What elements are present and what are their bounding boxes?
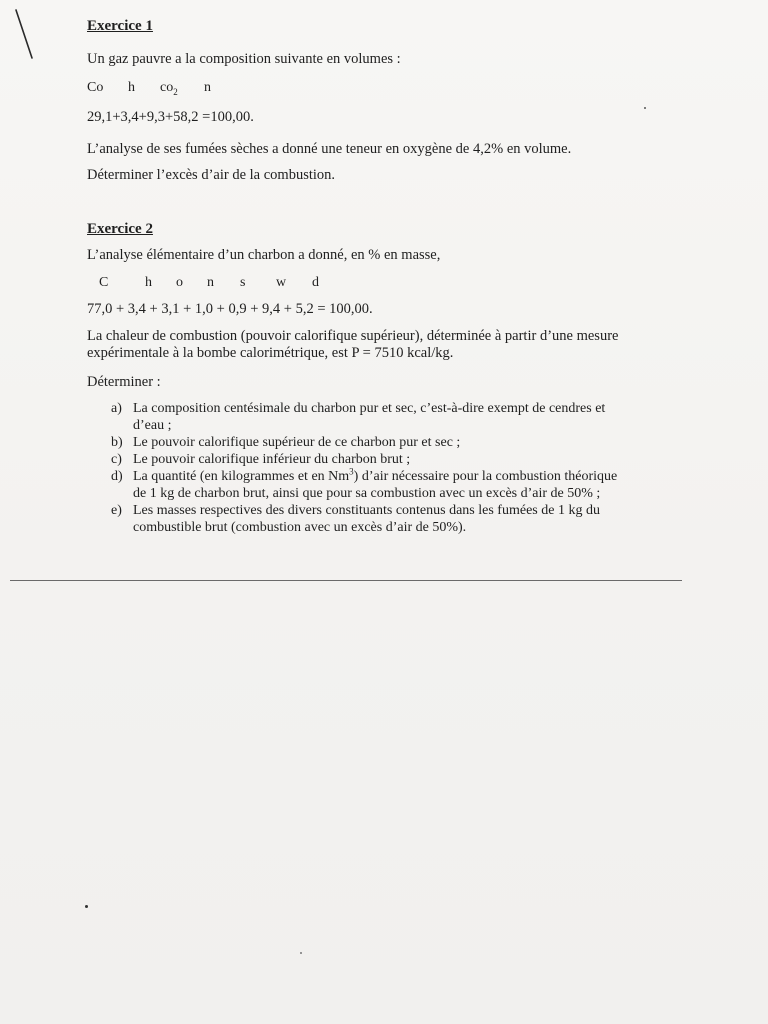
label-co2-subscript: 2 [173, 86, 178, 97]
list-item-line-1: Le pouvoir calorifique inférieur du charbon brut ; [133, 452, 411, 467]
exercise-1 [87, 16, 687, 185]
list-item-line-2: de 1 kg de charbon brut, ainsi que pour sa combustion avec un excès d’air de 50% ; [133, 486, 601, 501]
list-item-line-1: Les masses respectives des divers constituants contenus dans les fumées de 1 kg du [133, 503, 600, 518]
exercise-2-determine: Déterminer : [87, 374, 161, 390]
exercise-2-intro: L’analyse élémentaire d’un charbon a donné, en % en masse, [87, 247, 441, 263]
exercise-1-component-labels [87, 78, 687, 98]
label-co: Co [87, 80, 104, 95]
exercise-1-sum: 29,1+3,4+9,3+58,2 =100,00. [87, 109, 254, 125]
list-item-mark: c) [111, 452, 122, 467]
exercise-2 [87, 219, 687, 536]
list-item-line-1-pre: La quantité (en kilogrammes et en Nm [133, 469, 350, 484]
label-co2 [160, 78, 178, 98]
section-divider [10, 580, 682, 581]
exercise-2-heat-line-2: expérimentale à la bombe calorimétrique, est P = 7510 kcal/kg. [87, 345, 454, 361]
label-h: h [128, 80, 135, 95]
exercise-2-sum: 77,0 + 3,4 + 3,1 + 1,0 + 0,9 + 9,4 + 5,2 = 100,00. [87, 301, 373, 317]
exercise-1-fumes-analysis: L’analyse de ses fumées sèches a donné une teneur en oxygène de 4,2% en volume. [87, 141, 572, 157]
document-content [87, 16, 687, 536]
paper-speck [300, 952, 302, 954]
exercise-2-heat-line-1: La chaleur de combustion (pouvoir calorifique supérieur), déterminée à partir d’une mesure [87, 328, 619, 344]
list-item [87, 451, 687, 468]
exercise-2-component-labels [87, 273, 687, 293]
label-d: d [312, 275, 319, 290]
label-n: n [204, 80, 211, 95]
list-item-superscript: 3 [349, 466, 354, 477]
label-w: w [276, 275, 287, 290]
label-s: s [240, 275, 246, 290]
list-item-mark: d) [111, 469, 123, 484]
exercise-2-title: Exercice 2 [87, 221, 153, 237]
list-item [87, 468, 687, 502]
list-item-mark: a) [111, 401, 122, 416]
list-item-line-1-post: ) d’air nécessaire pour la combustion théorique [353, 469, 618, 484]
list-item-line-2: combustible brut (combustion avec un excès d’air de 50%). [133, 520, 467, 535]
list-item [87, 502, 687, 536]
paper-speck [644, 107, 646, 109]
list-item-line-2: d’eau ; [133, 418, 172, 433]
list-item-mark: b) [111, 435, 123, 450]
paper-speck [85, 905, 88, 908]
list-item [87, 434, 687, 451]
label-co2-base: co [160, 80, 174, 95]
list-item-mark: e) [111, 503, 122, 518]
pen-stroke-mark [6, 4, 36, 64]
label-o: o [176, 275, 183, 290]
list-item [87, 400, 687, 434]
label-n: n [207, 275, 214, 290]
label-h: h [145, 275, 152, 290]
exercise-1-intro: Un gaz pauvre a la composition suivante en volumes : [87, 51, 401, 67]
exercise-1-question: Déterminer l’excès d’air de la combustion. [87, 167, 336, 183]
exercise-2-question-list [87, 400, 687, 536]
list-item-line-1: La composition centésimale du charbon pur et sec, c’est-à-dire exempt de cendres et [133, 401, 606, 416]
label-c: C [99, 275, 109, 290]
list-item-line-1: Le pouvoir calorifique supérieur de ce charbon pur et sec ; [133, 435, 461, 450]
exercise-1-title: Exercice 1 [87, 18, 153, 34]
